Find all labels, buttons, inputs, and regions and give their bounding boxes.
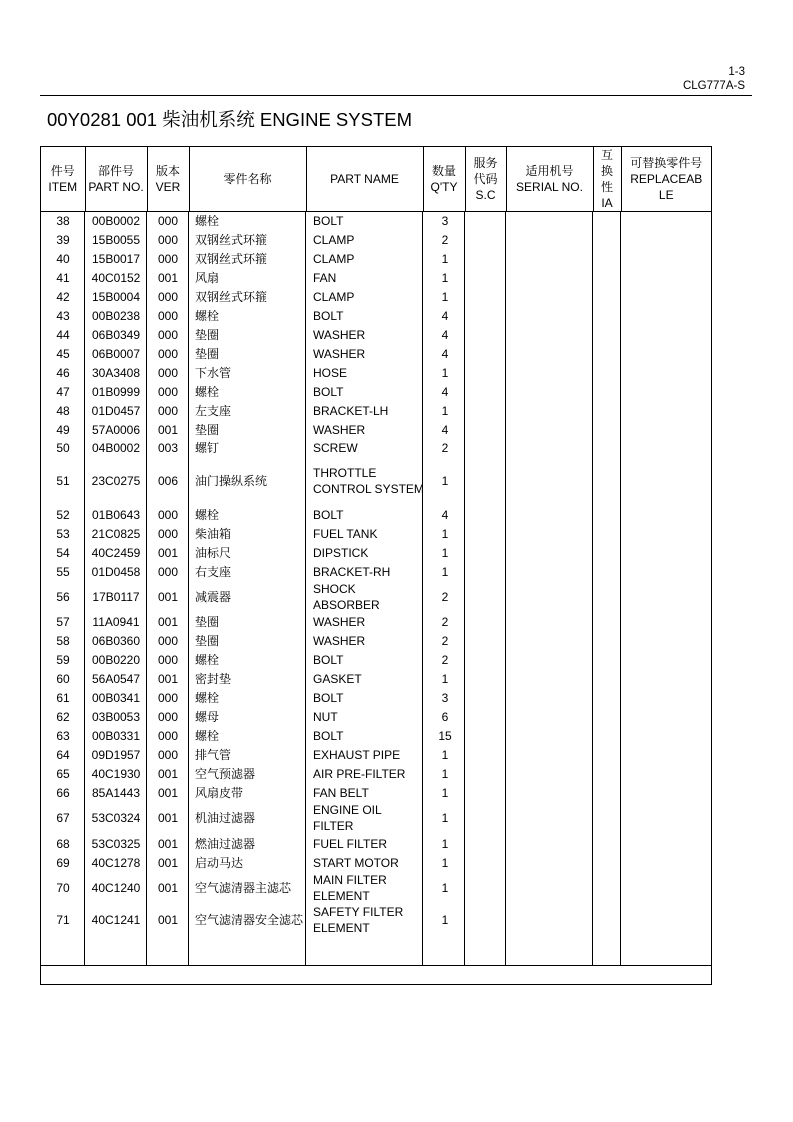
part-number: 21C0825 — [91, 526, 141, 541]
item-number: 48 — [56, 403, 70, 418]
part-name-en: BOLT — [313, 690, 344, 705]
item-number: 45 — [56, 346, 70, 361]
table-row — [41, 363, 711, 382]
part-name-cn: 下水管 — [195, 365, 232, 380]
item-number: 39 — [56, 232, 70, 247]
document-code: CLG777A-S — [682, 80, 745, 92]
item-number: 49 — [56, 422, 70, 437]
part-number: 06B0360 — [91, 633, 141, 648]
part-name-en: HOSE — [313, 365, 348, 380]
quantity: 1 — [441, 289, 449, 304]
part-name-cn: 螺栓 — [195, 213, 220, 228]
col-service-code-header: 服务 代码 S.C — [465, 147, 506, 212]
table-row — [41, 726, 711, 745]
quantity: 1 — [441, 564, 449, 579]
part-name-en: BOLT — [313, 213, 344, 228]
part-number: 00B0002 — [91, 213, 141, 228]
item-number: 51 — [56, 474, 70, 488]
item-number: 66 — [56, 785, 70, 800]
part-name-cn: 密封垫 — [195, 671, 232, 686]
part-name-cn: 螺栓 — [195, 652, 220, 667]
part-number: 00B0341 — [91, 690, 141, 705]
table-row — [41, 420, 711, 439]
table-row — [41, 457, 711, 505]
quantity: 1 — [441, 836, 449, 851]
item-number: 65 — [56, 766, 70, 781]
version: 001 — [157, 422, 179, 437]
item-number: 59 — [56, 652, 70, 667]
item-number: 53 — [56, 526, 70, 541]
item-number: 44 — [56, 327, 70, 342]
part-name-cn: 排气管 — [195, 747, 232, 762]
quantity: 1 — [441, 251, 449, 266]
version: 001 — [157, 270, 179, 285]
part-number: 01B0999 — [91, 384, 141, 399]
page-number: 1-3 — [728, 66, 745, 78]
quantity: 1 — [441, 365, 449, 380]
item-number: 47 — [56, 384, 70, 399]
part-number: 15B0055 — [91, 232, 141, 247]
version: 000 — [157, 526, 179, 541]
part-name-en: FAN — [313, 270, 337, 285]
part-name-en: BRACKET-RH — [313, 564, 391, 579]
table-row — [41, 872, 711, 904]
col-replaceable-header: 可替换零件号 REPLACEAB LE — [621, 147, 711, 212]
part-name-cn: 垫圈 — [195, 615, 220, 629]
version: 001 — [157, 881, 179, 895]
quantity: 1 — [441, 913, 449, 927]
part-number: 01D0458 — [91, 564, 141, 579]
version: 000 — [157, 289, 179, 304]
part-number: 15B0017 — [91, 251, 141, 266]
part-number: 40C1278 — [91, 855, 141, 870]
part-name-cn: 减震器 — [195, 590, 232, 604]
part-number: 06B0349 — [91, 327, 141, 342]
table-row — [41, 764, 711, 783]
quantity: 2 — [441, 633, 449, 648]
part-number: 40C1240 — [91, 881, 141, 895]
version: 000 — [157, 308, 179, 323]
table-row — [41, 707, 711, 726]
part-name-en: BOLT — [313, 384, 344, 399]
quantity: 4 — [441, 346, 449, 361]
quantity: 1 — [441, 766, 449, 781]
table-row — [41, 802, 711, 834]
part-name-cn: 螺栓 — [195, 690, 220, 705]
part-number: 23C0275 — [91, 474, 141, 488]
part-name-cn: 空气预滤器 — [195, 766, 256, 781]
header-divider — [40, 95, 752, 96]
part-name-cn: 双钢丝式环箍 — [195, 251, 268, 266]
part-name-en: GASKET — [313, 671, 362, 686]
part-name-cn: 风扇 — [195, 270, 220, 285]
part-name-cn: 双钢丝式环箍 — [195, 289, 268, 304]
table-row — [41, 904, 711, 936]
part-name-cn: 螺栓 — [195, 728, 220, 743]
col-name-cn-header: 零件名称 — [189, 147, 306, 212]
part-name-cn: 螺栓 — [195, 507, 220, 522]
part-name-cn: 油标尺 — [195, 545, 232, 560]
part-number: 03B0053 — [91, 709, 141, 724]
part-number: 30A3408 — [91, 365, 141, 380]
version: 000 — [157, 213, 179, 228]
part-name-en: ENGINE OIL FILTER — [313, 803, 382, 833]
part-name-en: NUT — [313, 709, 338, 724]
version: 000 — [157, 507, 179, 522]
quantity: 1 — [441, 747, 449, 762]
part-name-cn: 机油过滤器 — [195, 811, 256, 825]
version: 000 — [157, 747, 179, 762]
quantity: 4 — [441, 507, 449, 522]
part-name-cn: 螺栓 — [195, 308, 220, 323]
quantity: 1 — [441, 811, 449, 825]
part-name-en: BOLT — [313, 652, 344, 667]
table-row — [41, 543, 711, 562]
quantity: 15 — [438, 728, 452, 743]
quantity: 2 — [441, 232, 449, 247]
part-name-cn: 垫圈 — [195, 346, 220, 361]
quantity: 1 — [441, 526, 449, 541]
quantity: 2 — [441, 652, 449, 667]
version: 000 — [157, 633, 179, 648]
table-row — [41, 783, 711, 802]
quantity: 1 — [441, 881, 449, 895]
item-number: 46 — [56, 365, 70, 380]
part-name-en: SCREW — [313, 441, 358, 455]
part-name-en: CLAMP — [313, 232, 355, 247]
item-number: 41 — [56, 270, 70, 285]
item-number: 55 — [56, 564, 70, 579]
quantity: 3 — [441, 690, 449, 705]
version: 001 — [157, 836, 179, 851]
item-number: 68 — [56, 836, 70, 851]
part-name-en: SAFETY FILTER ELEMENT — [313, 905, 404, 935]
part-number: 40C0152 — [91, 270, 141, 285]
part-name-en: MAIN FILTER ELEMENT — [313, 873, 387, 903]
table-row — [41, 581, 711, 613]
part-name-en: WASHER — [313, 327, 366, 342]
version: 001 — [157, 811, 179, 825]
table-row — [41, 505, 711, 524]
quantity: 4 — [441, 422, 449, 437]
part-name-en: THROTTLE CONTROL SYSTEM — [313, 466, 424, 496]
part-number: 06B0007 — [91, 346, 141, 361]
part-name-en: BOLT — [313, 308, 344, 323]
table-row — [41, 631, 711, 650]
part-number: 53C0324 — [91, 811, 141, 825]
part-name-en: FUEL FILTER — [313, 836, 388, 851]
part-name-cn: 垫圈 — [195, 633, 220, 648]
table-row — [41, 230, 711, 249]
quantity: 1 — [441, 671, 449, 686]
part-number: 17B0117 — [92, 590, 140, 604]
quantity: 1 — [441, 855, 449, 870]
part-name-cn: 螺钉 — [195, 441, 220, 455]
version: 000 — [157, 652, 179, 667]
item-number: 63 — [56, 728, 70, 743]
parts-table-body — [41, 211, 711, 936]
quantity: 2 — [441, 441, 449, 455]
quantity: 2 — [441, 590, 449, 604]
part-name-en: CLAMP — [313, 251, 355, 266]
version: 003 — [157, 441, 179, 455]
item-number: 62 — [56, 709, 70, 724]
table-row — [41, 344, 711, 363]
part-number: 40C2459 — [91, 545, 141, 560]
item-number: 54 — [56, 545, 70, 560]
version: 001 — [157, 615, 179, 629]
table-row — [41, 325, 711, 344]
table-row — [41, 853, 711, 872]
version: 000 — [157, 327, 179, 342]
part-name-cn: 油门操纵系统 — [195, 474, 268, 488]
part-number: 56A0547 — [91, 671, 141, 686]
quantity: 1 — [441, 270, 449, 285]
table-row — [41, 287, 711, 306]
version: 000 — [157, 365, 179, 380]
part-number: 53C0325 — [91, 836, 141, 851]
item-number: 56 — [56, 590, 70, 604]
version: 000 — [157, 384, 179, 399]
item-number: 69 — [56, 855, 70, 870]
version: 000 — [157, 232, 179, 247]
part-number: 09D1957 — [91, 747, 141, 762]
part-number: 15B0004 — [91, 289, 141, 304]
part-name-en: DIPSTICK — [313, 545, 369, 560]
version: 001 — [157, 766, 179, 781]
part-number: 11A0941 — [92, 615, 140, 629]
col-version-header: 版本 VER — [147, 147, 189, 212]
part-name-en: WASHER — [313, 346, 366, 361]
quantity: 2 — [441, 615, 449, 629]
part-name-cn: 螺母 — [195, 709, 220, 724]
part-name-en: BRACKET-LH — [313, 403, 389, 418]
version: 006 — [157, 474, 179, 488]
table-row — [41, 401, 711, 420]
quantity: 4 — [441, 384, 449, 399]
version: 000 — [157, 251, 179, 266]
quantity: 3 — [441, 213, 449, 228]
version: 000 — [157, 728, 179, 743]
table-row — [41, 524, 711, 543]
version: 001 — [157, 855, 179, 870]
table-row — [41, 745, 711, 764]
table-row — [41, 669, 711, 688]
item-number: 61 — [56, 690, 70, 705]
item-number: 71 — [56, 913, 70, 927]
part-name-en: FUEL TANK — [313, 526, 378, 541]
version: 000 — [157, 346, 179, 361]
part-number: 01D0457 — [91, 403, 141, 418]
quantity: 4 — [441, 308, 449, 323]
part-number: 04B0002 — [91, 441, 141, 455]
version: 001 — [157, 913, 179, 927]
part-name-cn: 右支座 — [195, 564, 232, 579]
item-number: 57 — [56, 615, 70, 629]
col-part-no-header: 部件号 PART NO. — [85, 147, 147, 212]
version: 000 — [157, 403, 179, 418]
part-name-cn: 启动马达 — [195, 855, 244, 870]
part-name-cn: 燃油过滤器 — [195, 836, 256, 851]
quantity: 1 — [441, 403, 449, 418]
table-row — [41, 688, 711, 707]
item-number: 50 — [56, 441, 70, 455]
part-name-en: WASHER — [313, 615, 366, 629]
part-number: 85A1443 — [91, 785, 141, 800]
item-number: 43 — [56, 308, 70, 323]
version: 000 — [157, 709, 179, 724]
part-name-cn: 左支座 — [195, 403, 232, 418]
table-row — [41, 650, 711, 669]
table-row — [41, 613, 711, 631]
version: 000 — [157, 690, 179, 705]
part-name-en: CLAMP — [313, 289, 355, 304]
part-number: 40C1241 — [91, 913, 141, 927]
part-name-en: START MOTOR — [313, 855, 399, 870]
version: 001 — [157, 590, 179, 604]
part-name-cn: 柴油箱 — [195, 526, 232, 541]
item-number: 42 — [56, 289, 70, 304]
quantity: 1 — [441, 474, 449, 488]
part-number: 40C1930 — [91, 766, 141, 781]
table-row — [41, 562, 711, 581]
item-number: 67 — [56, 811, 70, 825]
part-number: 00B0238 — [91, 308, 141, 323]
part-name-cn: 空气滤清器主滤芯 — [195, 881, 292, 895]
item-number: 52 — [56, 507, 70, 522]
table-row — [41, 211, 711, 230]
item-number: 40 — [56, 251, 70, 266]
part-name-cn: 垫圈 — [195, 327, 220, 342]
item-number: 60 — [56, 671, 70, 686]
col-qty-header: 数量 Q'TY — [423, 147, 465, 212]
version: 001 — [157, 545, 179, 560]
table-row — [41, 268, 711, 287]
col-item-header: 件号 ITEM — [41, 147, 85, 212]
part-number: 00B0220 — [91, 652, 141, 667]
part-name-en: WASHER — [313, 422, 366, 437]
table-row — [41, 306, 711, 325]
quantity: 6 — [441, 709, 449, 724]
part-name-en: EXHAUST PIPE — [313, 747, 401, 762]
part-number: 00B0331 — [91, 728, 141, 743]
part-name-en: WASHER — [313, 633, 366, 648]
version: 001 — [157, 785, 179, 800]
col-interchangeability-header: 互 换 性 IA — [593, 147, 621, 212]
version: 000 — [157, 564, 179, 579]
part-name-cn: 风扇皮带 — [195, 785, 244, 800]
item-number: 64 — [56, 747, 70, 762]
part-name-en: AIR PRE-FILTER — [313, 766, 406, 781]
table-row — [41, 249, 711, 268]
part-name-cn: 螺栓 — [195, 384, 220, 399]
part-name-en: BOLT — [313, 728, 344, 743]
parts-table — [40, 146, 712, 985]
part-name-cn: 双钢丝式环箍 — [195, 232, 268, 247]
item-number: 58 — [56, 633, 70, 648]
quantity: 4 — [441, 327, 449, 342]
col-part-name-header: PART NAME — [306, 147, 423, 212]
quantity: 1 — [441, 785, 449, 800]
part-name-en: FAN BELT — [313, 785, 369, 800]
item-number: 38 — [56, 213, 70, 228]
part-name-cn: 空气滤清器安全滤芯 — [195, 913, 304, 927]
part-name-en: SHOCK ABSORBER — [313, 582, 380, 612]
quantity: 1 — [441, 545, 449, 560]
page-title: 00Y0281 001 柴油机系统 ENGINE SYSTEM — [47, 109, 412, 130]
table-row — [41, 439, 711, 457]
table-footer-divider — [41, 965, 711, 966]
item-number: 70 — [56, 881, 70, 895]
part-name-cn: 垫圈 — [195, 422, 220, 437]
parts-table-header — [41, 147, 711, 212]
version: 001 — [157, 671, 179, 686]
part-number: 01B0643 — [91, 507, 141, 522]
part-number: 57A0006 — [91, 422, 141, 437]
col-serial-no-header: 适用机号 SERIAL NO. — [506, 147, 593, 212]
table-row — [41, 834, 711, 853]
table-row — [41, 382, 711, 401]
part-name-en: BOLT — [313, 507, 344, 522]
